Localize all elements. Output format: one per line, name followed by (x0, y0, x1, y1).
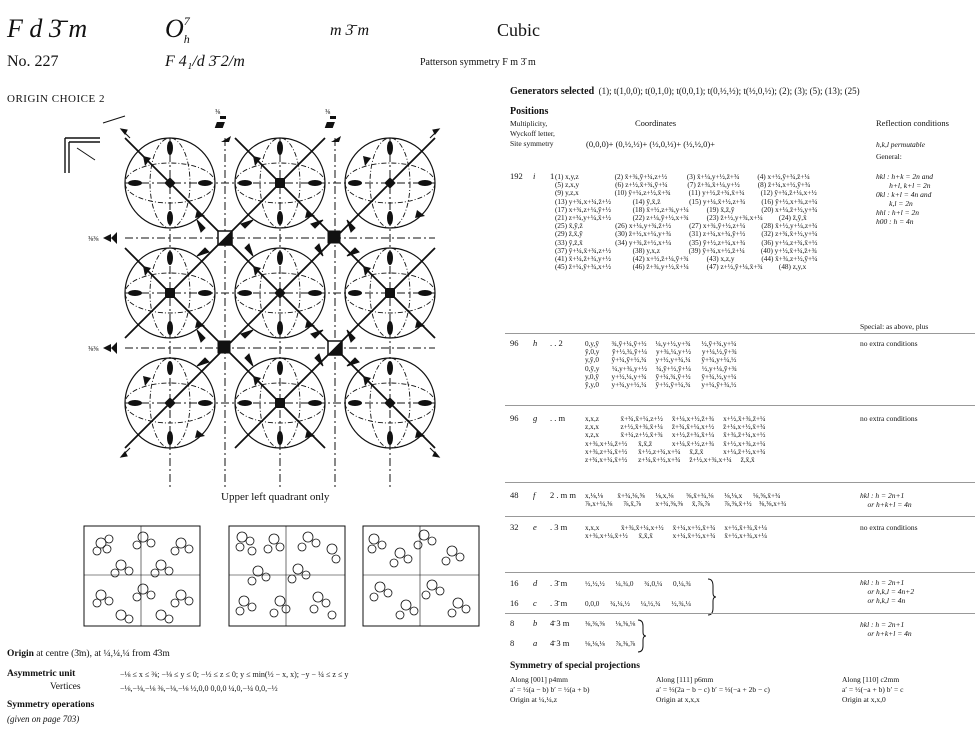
letter: f (533, 490, 536, 500)
letter: h (533, 338, 538, 348)
col-reflection: Reflection conditions (876, 118, 949, 128)
coord-line: 0,0,0 ¾,¼,½ ¼,½,¾ ½,¾,¼ (585, 600, 692, 608)
coords-b (585, 620, 635, 628)
coord-line: x+¾,z+¼,x̄+½ x̄+½,z+¾,x+¼ x̄,z̄,x̄ x+¼,z̄+½,x+¾ (585, 447, 766, 456)
projections-title: Symmetry of special projections (510, 661, 640, 671)
origin-line (7, 649, 170, 659)
symmetry-ops-note: (given on page 703) (7, 714, 80, 724)
condition-line: or h+k+l = 4n (860, 629, 912, 638)
coord-line: (1) x,y,z (2) x̄+¾,ȳ+¼,z+½ (3) x̄+¼,y+½,z̄+¾ (4) x+½,ȳ+¾,z̄+¼ (555, 173, 810, 181)
centering-vectors: (0,0,0)+ (0,½,½)+ (½,0,½)+ (½,½,0)+ (586, 139, 715, 149)
axes-corner-icon (65, 116, 125, 173)
symmetry-ops-label: Symmetry operations (7, 700, 95, 710)
site: . . m (550, 413, 566, 423)
mult: 96 (510, 413, 519, 423)
quarter-label-1: ⅜ (215, 108, 221, 116)
space-group-symbol: F d 3̄ m (7, 14, 88, 43)
proj-001-origin: Origin at ¼,¼,z (510, 695, 558, 704)
letter: g (533, 413, 538, 423)
site: 4̄ 3 m (550, 638, 570, 648)
letter: d (533, 578, 538, 588)
cond-f (860, 491, 912, 509)
coord-line: ½,½,½ ¼,¾,0 ¾,0,¼ 0,¼,¾ (585, 580, 692, 588)
condition-line: h00 : h = 4n (876, 217, 914, 226)
coord-line: (41) x̄+¼,z̄+¾,y+½ (42) x+½,z̄+¼,ȳ+¾ (43) x,z,y (44) x̄+¾,z+½,ȳ+¼ (555, 255, 818, 264)
mult: 96 (510, 338, 519, 348)
positions-title: Positions (510, 106, 549, 117)
divider-1 (505, 333, 975, 334)
cond-d (860, 578, 914, 605)
proj-111-origin: Origin at x,x,x (656, 695, 700, 704)
condition-line: or h+k+l = 4n (860, 500, 912, 509)
coord-line: x,z,x x̄+¼,z+½,x̄+¾ x+½,z̄+¾,x̄+¼ x̄+¾,z̄+¼,x+½ (585, 431, 766, 440)
condition-line: 0kl : k+l = 4n and (876, 190, 932, 199)
coord-line: 0,y,ȳ ¾,ȳ+¼,ȳ+½ ¼,y+½,y+¾ ½,ȳ+¾,y+¼ (585, 340, 737, 348)
coord-line: x+¾,x+¼,z̄+½ x̄,x̄,z̄ x+¼,x̄+½,z+¾ x̄+½,x+¾,z+¼ (585, 439, 766, 448)
special-label: Special: as above, plus (860, 322, 929, 331)
divider-5 (505, 572, 975, 573)
crystal-system: Cubic (497, 20, 540, 40)
coords-a (585, 640, 635, 648)
coord-line: ⅜,⅜,⅜ ⅛,⅝,⅛ (585, 620, 636, 628)
coord-line: y,0,ȳ y+½,¼,y+¾ ȳ+¼,¾,ȳ+½ ȳ+¾,½,y+¼ (585, 372, 737, 381)
projection-diagram-110 (362, 525, 480, 627)
coord-line: (37) ȳ+¼,x̄+¾,z+½ (38) y,x,z (39) ȳ+¾,x+½,z̄+¼ (40) y+½,x̄+¼,z̄+¾ (555, 246, 817, 255)
coords-e (585, 524, 767, 540)
side-label-1: ⅜⅜ (88, 235, 99, 243)
cond-b (860, 620, 912, 638)
generators-text: (1); t(1,0,0); t(0,1,0); t(0,0,1); t(0,½,½); t(½,0,½); (2); (3); (5); (13); (25) (598, 86, 860, 96)
coord-line: (5) z,x,y (6) z+½,x̄+¾,ȳ+¼ (7) z̄+¾,x̄+¼,y+½ (8) z̄+¼,x+½,ȳ+¾ (555, 181, 811, 190)
divider-2 (505, 405, 975, 406)
site: 1 (550, 171, 555, 181)
coords-h (585, 340, 737, 389)
letter: e (533, 522, 537, 532)
coord-line: (45) z̄+¼,ȳ+¾,x+½ (46) z̄+¾,y+½,x̄+¼ (47) z+½,ȳ+¼,x̄+¾ (48) z,y,x (555, 263, 807, 272)
quarter-label-2: ⅜ (325, 108, 331, 116)
coord-line: ⅞,x+¼,⅜ ⅞,x̄,⅞ x+¾,⅜,⅜ x̄,⅞,⅞ ⅞,⅜,x̄+½ ⅜,⅜,x+¾ (585, 500, 787, 509)
patterson-symmetry: Patterson symmetry F m 3̄ m (420, 57, 536, 68)
proj-111-axes: a′ = ⅓(2a − b − c) b′ = ⅓(−a + 2b − c) (656, 685, 770, 694)
col-wyckoff: Wyckoff letter, (510, 129, 555, 138)
cond-g (860, 414, 918, 423)
col-site: Site symmetry (510, 139, 554, 148)
vertices-label: Vertices (50, 682, 81, 692)
condition-line: or h,k,l = 4n (860, 596, 906, 605)
symmetry-diagram (55, 108, 475, 508)
coord-line: ȳ,0,y ȳ+½,¾,ȳ+¼ y+¾,¼,y+½ y+¼,½,ȳ+¾ (585, 348, 737, 357)
coord-line: z,x,x z+½,x̄+¾,x̄+¼ z̄+¾,x̄+¼,x+½ z̄+¼,x+½,x̄+¾ (585, 423, 766, 432)
divider-3 (505, 482, 975, 483)
coord-line: (33) ȳ,z̄,x̄ (34) y+¾,z̄+½,x+¼ (35) ȳ+½,z+¼,x+¾ (36) y+¼,z+¾,x̄+½ (555, 238, 818, 247)
point-group: m 3̄ m (330, 22, 370, 39)
coord-line: z+¾,x+¼,x̄+½ z+¼,x̄+½,x+¾ z̄+½,x+¾,x+¼ z̄,x̄,x̄ (585, 456, 755, 465)
condition-line: hhl : h+l = 2n (876, 208, 920, 217)
cond-e (860, 523, 918, 532)
coord-line: (13) y+¾,x+¼,z̄+½ (14) ȳ,x̄,z̄ (15) y+¼,x̄+½,z+¾ (16) ȳ+½,x+¾,z+¼ (555, 197, 818, 206)
coord-line: x,⅛,⅛ x̄+¾,⅛,⅝ ⅛,x,⅛ ⅝,x̄+¾,⅛ ⅛,⅛,x ⅛,⅝,x̄+¾ (585, 492, 781, 500)
coord-line: ⅛,⅛,⅛ ⅞,⅜,⅞ (585, 640, 636, 648)
mult: 8 (510, 618, 515, 628)
condition-line: no extra conditions (860, 339, 918, 348)
site: . 3̄ m (550, 578, 568, 588)
coord-line: x,x,x x̄+¾,x̄+¼,x+½ x̄+¼,x+½,x̄+¾ x+½,x̄+¾,x̄+¼ (585, 524, 768, 532)
condition-line: hkl : h = 2n+1 (860, 491, 905, 500)
brace-ba (637, 619, 647, 653)
diagram-caption: Upper left quadrant only (221, 491, 330, 503)
col-coordinates: Coordinates (635, 118, 677, 128)
schoenflies-sup: 7 (183, 14, 190, 29)
condition-line: no extra conditions (860, 414, 918, 423)
generators-label: Generators selected (510, 86, 595, 97)
site: . . 2 (550, 338, 563, 348)
condition-line: no extra conditions (860, 523, 918, 532)
origin-label: Origin (7, 649, 34, 659)
coord-line: y,ȳ,0 ȳ+¼,ȳ+½,¾ y+½,y+¾,¼ ȳ+¾,y+¼,½ (585, 356, 737, 365)
letter: a (533, 638, 538, 648)
coord-line: ȳ,y,0 y+¾,y+½,¼ ȳ+½,ȳ+¼,¾ y+¼,ȳ+¾,½ (585, 381, 737, 390)
brace-dc (707, 578, 717, 616)
vertices-text: −⅛,−⅛,−⅛ ⅜,−⅛,−⅛ ½,0,0 0,0,0 ¼,0,−¼ 0,0,−½ (120, 684, 278, 693)
cond-i (876, 172, 933, 226)
coord-line: (17) x+¾,z+¼,ȳ+½ (18) x̄+½,z+¾,y+¼ (19) x̄,z̄,ȳ (20) x+¼,z̄+½,y+¾ (555, 205, 818, 214)
coords-f (585, 492, 786, 508)
condition-line: hkl : h = 2n+1 (860, 620, 905, 629)
schoenflies-sub: h (183, 32, 190, 47)
letter: b (533, 618, 538, 628)
condition-line: hkl : h = 2n+1 (860, 578, 905, 587)
coord-line: 0,ȳ,y ¼,y+¾,y+½ ¾,ȳ+½,ȳ+¼ ½,y+¼,ȳ+¾ (585, 364, 737, 373)
projection-diagram-111 (228, 525, 346, 627)
mult: 48 (510, 490, 519, 500)
mult: 192 (510, 171, 523, 181)
hkl-permutable: h,k,l permutable (876, 140, 925, 149)
asym-unit-label: Asymmetric unit (7, 669, 76, 679)
mult: 32 (510, 522, 519, 532)
proj-111-head: Along [111] p6mm (656, 675, 714, 684)
site: 2 . m m (550, 490, 576, 500)
proj-001-head: Along [001] p4mm (510, 675, 568, 684)
projection-diagram-001 (83, 525, 201, 627)
condition-line: k,l = 2n (876, 199, 913, 208)
generators-line (510, 86, 860, 97)
coord-line: x,x,z x̄+¾,x̄+¼,z+½ x̄+¼,x+½,z̄+¾ x+½,x̄+¾,z̄+¼ (585, 415, 766, 423)
coord-line: (25) x̄,ȳ,z̄ (26) x+¼,y+¾,z̄+½ (27) x+¾,ȳ+½,z+¼ (28) x̄+½,y+¼,z+¾ (555, 222, 818, 231)
coords-d (585, 580, 691, 588)
mult: 16 (510, 598, 519, 608)
side-axis-markers (103, 232, 117, 354)
letter: i (533, 171, 536, 181)
origin-choice: ORIGIN CHOICE 2 (7, 93, 105, 105)
condition-line: or h,k,l = 4n+2 (860, 587, 915, 596)
coords-g (585, 415, 765, 464)
col-multiplicity: Multiplicity, (510, 119, 548, 128)
coords-i (555, 173, 817, 271)
site: . 3 m (550, 522, 568, 532)
coord-line: (9) y,z,x (10) ȳ+¼,z+½,x̄+¾ (11) y+½,z̄+¾,x̄+¼ (12) ȳ+¾,z̄+¼,x+½ (555, 189, 817, 198)
origin-text: at centre (3̄m), at ¼,¼,¼ from 4̄3m (36, 649, 170, 659)
full-symbol: F 4₁/d 3̄ 2/m (165, 53, 245, 70)
proj-110-head: Along [110] c2mm (842, 675, 900, 684)
cond-h (860, 339, 918, 348)
condition-line: hkl : h+k = 2n and (876, 172, 933, 181)
divider-4 (505, 516, 975, 517)
proj-001-axes: a′ = ½(a − b) b′ = ½(a + b) (510, 685, 590, 694)
schoenflies-base: O (165, 14, 184, 43)
asym-unit-text: −⅛ ≤ x ≤ ⅜; −⅛ ≤ y ≤ 0; −½ ≤ z ≤ 0; y ≤ min(½ − x, x); −y − ¼ ≤ z ≤ y (120, 670, 349, 679)
letter: c (533, 598, 537, 608)
coord-line: (29) z̄,x̄,ȳ (30) z̄+½,x+¼,y+¾ (31) z+¼,x+¾,ȳ+½ (32) z+¾,x̄+½,y+¼ (555, 230, 818, 239)
divider-6 (505, 613, 975, 614)
site: 4̄ 3 m (550, 618, 570, 628)
mult: 8 (510, 638, 515, 648)
condition-line: h+l, k+l = 2n (876, 181, 931, 190)
space-group-number: No. 227 (7, 53, 59, 70)
schoenflies-symbol (165, 14, 190, 47)
coords-c (585, 600, 691, 608)
side-label-2: ⅜⅜ (88, 345, 99, 353)
proj-110-origin: Origin at x,x,0 (842, 695, 886, 704)
mult: 16 (510, 578, 519, 588)
coord-line: (21) z+¾,y+¼,x̄+½ (22) z+¼,ȳ+½,x+¾ (23) z̄+½,y+¾,x+¼ (24) z̄,ȳ,x̄ (555, 214, 807, 223)
coord-line: x+¾,x+¼,x̄+½ x̄,x̄,x̄ x+¼,x̄+½,x+¾ x̄+½,x+¾,x+¼ (585, 532, 768, 541)
site: . 3̄ m (550, 598, 568, 608)
proj-110-axes: a′ = ½(−a + b) b′ = c (842, 685, 904, 694)
general-label: General: (876, 152, 902, 161)
